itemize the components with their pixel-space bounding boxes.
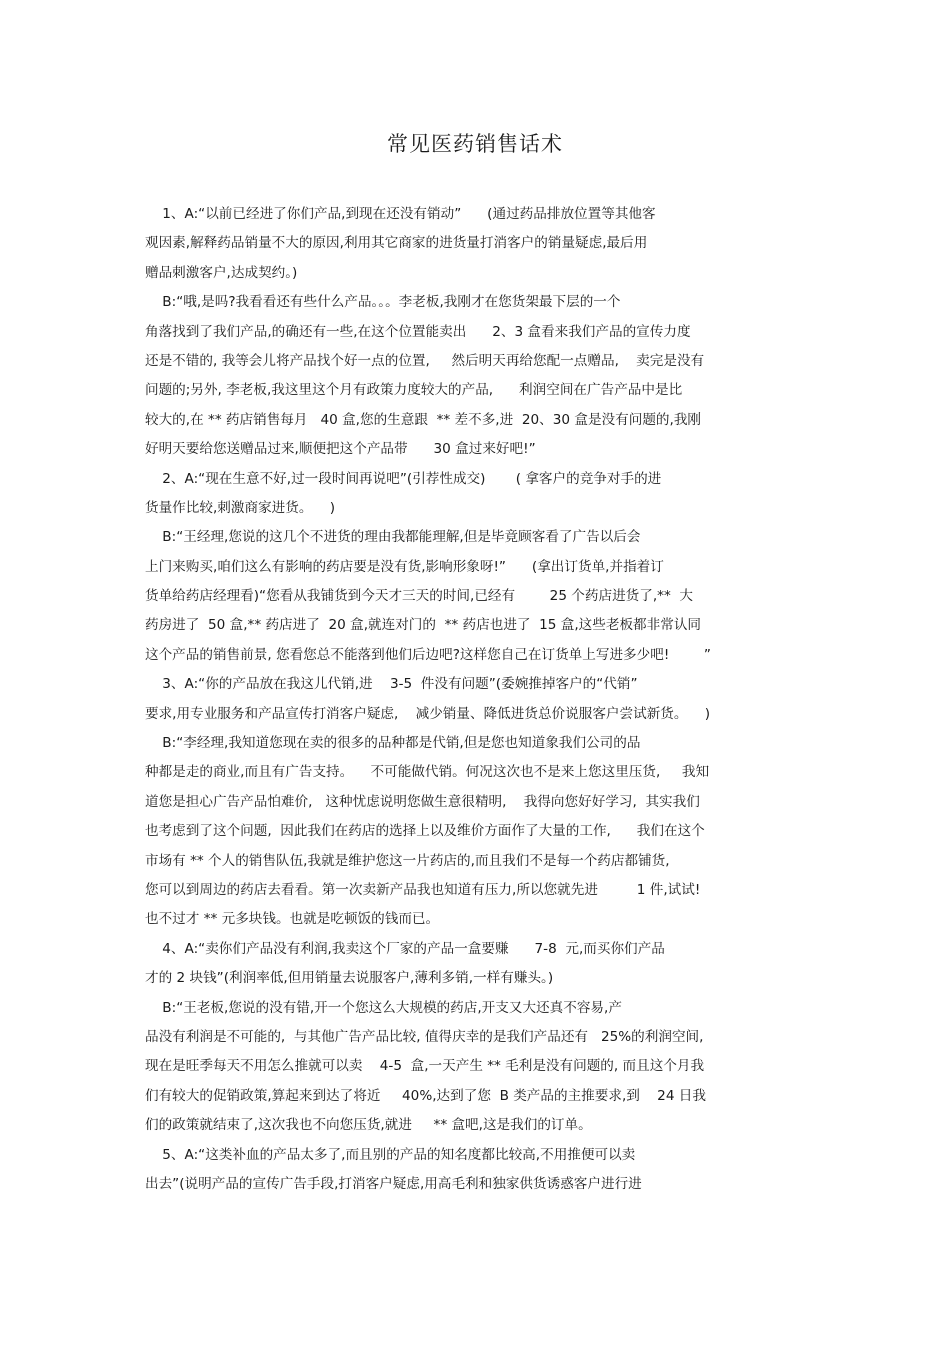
document-title: 常见医药销售话术 [387,132,563,156]
text-line: 也考虑到了这个问题, 因此我们在药店的选择上以及维价方面作了大量的工作, 我们在这个 [145,823,705,840]
text-line: 们有较大的促销政策,算起来到达了将近 40%,达到了您 B 类产品的主推要求,到 24 日我 [145,1087,706,1104]
text-line: 您可以到周边的药店去看看。第一次卖新产品我也知道有压力,所以您就先进 1 件,试试! [145,881,701,898]
text-line: 问题的;另外, 李老板,我这里这个月有政策力度较大的产品, 利润空间在广告产品中是比 [145,382,683,399]
text-line: 现在是旺季每天不用怎么推就可以卖 4-5 盒,一天产生 ** 毛利是没有问题的, 而且这个月我 [145,1058,705,1075]
text-line: B:“王老板,您说的没有错,开一个您这么大规模的药店,开支又大还真不容易,产 [145,999,622,1016]
text-line: 4、A:“卖你们产品没有利润,我卖这个厂家的产品一盒要赚 7-8 元,而买你们产品 [145,940,665,957]
text-line: 种都是走的商业,而且有广告支持。 不可能做代销。何况这次也不是来上您这里压货, 我知 [145,764,710,781]
text-line: B:“王经理,您说的这几个不进货的理由我都能理解,但是毕竟顾客看了广告以后会 [145,529,641,546]
text-line: 1、A:“以前已经进了你们产品,到现在还没有销动” (通过药品排放位置等其他客 [145,206,656,222]
text-line: 品没有利润是不可能的, 与其他广告产品比较, 值得庆幸的是我们产品还有 25%的利润空间, [145,1028,704,1045]
text-line: 市场有 ** 个人的销售队伍,我就是维护您这一片药店的,而且我们不是每一个药店都铺货, [145,852,670,869]
text-line: 2、A:“现在生意不好,过一段时间再说吧”(引荐性成交) ( 拿客户的竞争对手的进 [145,470,662,487]
text-line: 5、A:“这类补血的产品太多了,而且别的产品的知名度都比较高,不用推便可以卖 [145,1146,636,1163]
text-line: 这个产品的销售前景, 您看您总不能落到他们后边吧?这样您自己在订货单上写进多少吧! ” [145,646,711,663]
text-line: 要求,用专业服务和产品宣传打消客户疑虑, 减少销量、降低进货总价说服客户尝试新货。 ) [145,705,711,722]
text-line: 3、A:“你的产品放在我这儿代销,进 3-5 件没有问题”(委婉推掉客户的“代销” [145,676,638,693]
text-line: 也不过才 ** 元多块钱。也就是吃顿饭的钱而已。 [145,911,440,928]
text-line: 出去”(说明产品的宣传广告手段,打消客户疑虑,用高毛利和独家供货诱惑客户进行进 [145,1175,642,1192]
text-line: 们的政策就结束了,这次我也不向您压货,就进 ** 盒吧,这是我们的订单。 [145,1117,592,1134]
text-line: 好明天要给您送赠品过来,顺便把这个产品带 30 盒过来好吧!” [145,441,536,458]
text-line: 道您是担心广告产品怕难价, 这种忧虑说明您做生意很精明, 我得向您好好学习, 其实我们 [145,793,700,810]
text-line: 上门来购买,咱们这么有影响的药店要是没有货,影响形象呀!” (拿出订货单,并指着订 [145,558,664,575]
text-line: 还是不错的, 我等会儿将产品找个好一点的位置, 然后明天再给您配一点赠品, 卖完是没有 [145,352,705,369]
text-line: 才的 2 块钱”(利润率低,但用销量去说服客户,薄利多销,一样有赚头。) [145,970,554,987]
text-line: 货单给药店经理看)“您看从我铺货到今天才三天的时间,已经有 25 个药店进货了,** 大 [145,588,694,605]
text-line: 货量作比较,刺激商家进货。 ) [145,499,336,516]
text-line: 较大的,在 ** 药店销售每月 40 盒,您的生意跟 ** 差不多,进 20、30 盒是没有问题的,我刚 [145,411,702,428]
document-body [145,200,785,1199]
text-line: 角落找到了我们产品,的确还有一些,在这个位置能卖出 2、3 盒看来我们产品的宣传力度 [145,323,691,340]
text-line: B:“哦,是吗?我看看还有些什么产品。。。李老板,我刚才在您货架最下层的一个 [145,294,621,311]
text-line: 药房进了 50 盒,** 药店进了 20 盒,就连对门的 ** 药店也进了 15 盒,这些老板都非常认同 [145,617,702,634]
text-line: 赠品刺激客户,达成契约。) [145,264,298,281]
text-line: B:“李经理,我知道您现在卖的很多的品种都是代销,但是您也知道象我们公司的品 [145,735,641,752]
text-line: 观因素,解释药品销量不大的原因,利用其它商家的进货量打消客户的销量疑虑,最后用 [145,235,648,252]
